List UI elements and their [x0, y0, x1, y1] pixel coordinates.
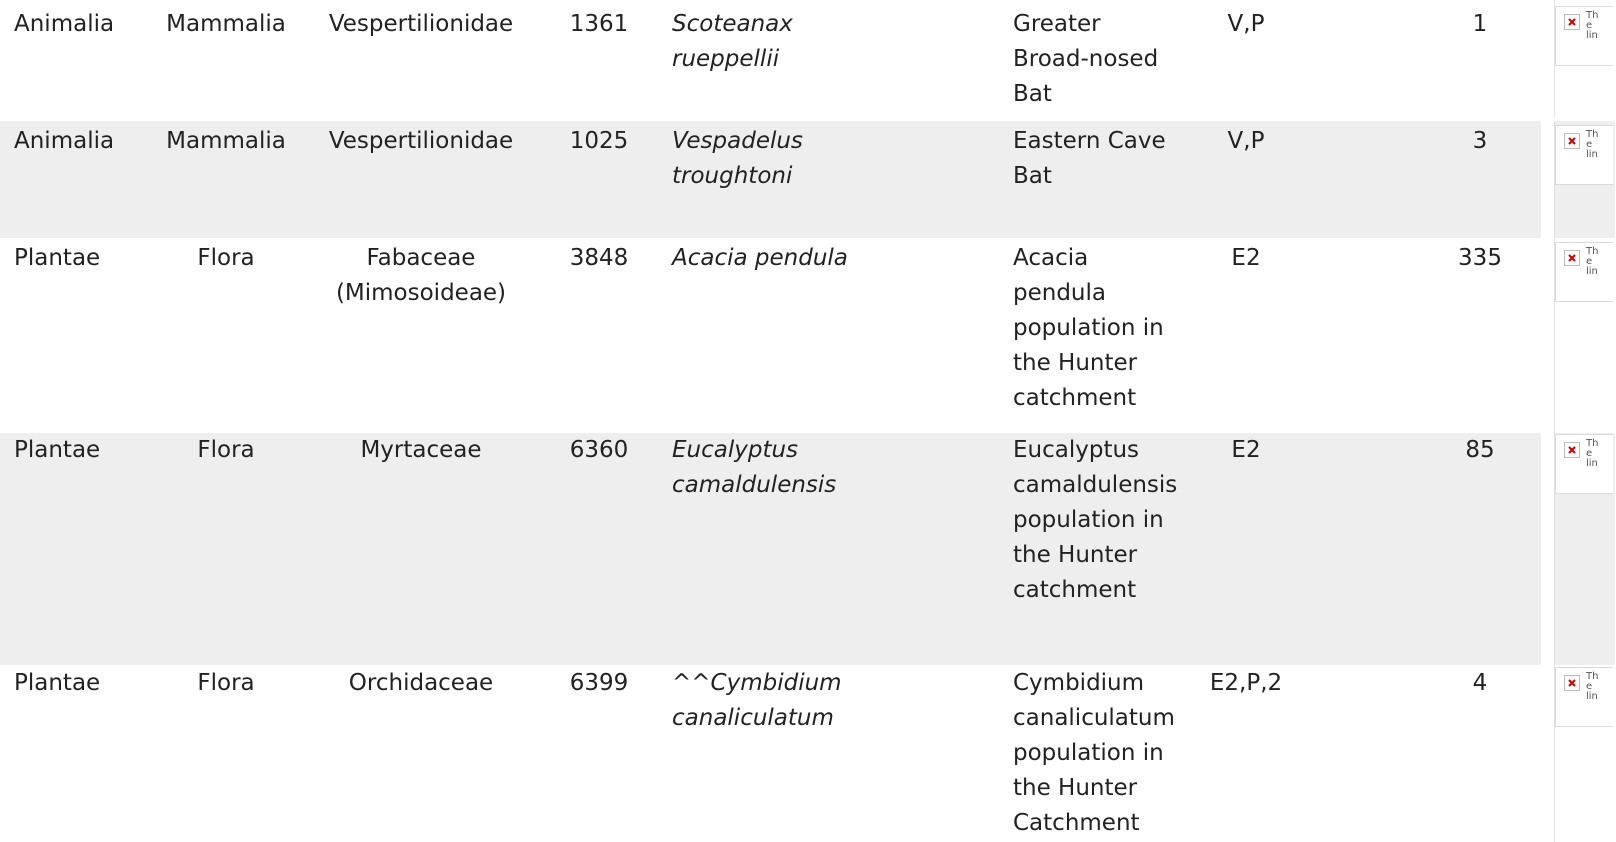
status-cell: E2,P,2: [1209, 670, 1283, 696]
scientific-name-cell: Acacia pendula: [672, 245, 848, 271]
kingdom-cell: Animalia: [14, 128, 115, 154]
image-alt-text: Th e lin: [1586, 129, 1599, 160]
scientific-name-cell: ^^Cymbidium canaliculatum: [672, 670, 842, 731]
map-cell: [1554, 121, 1615, 238]
map-image[interactable]: [1555, 434, 1613, 494]
kingdom-cell: Plantae: [14, 437, 101, 463]
status-cell: V,P: [1227, 128, 1265, 154]
class-cell: Mammalia: [166, 11, 286, 37]
count-cell: 335: [1458, 245, 1502, 271]
table-row: [0, 0, 1541, 117]
count-cell: 4: [1472, 670, 1488, 696]
class-cell: Flora: [197, 670, 255, 696]
species-code-cell: 6399: [569, 670, 629, 696]
family-cell: Fabaceae (Mimosoideae): [335, 245, 507, 306]
scientific-name-cell: Vespadelus troughtoni: [672, 128, 803, 189]
map-cell: [1554, 238, 1615, 433]
table-row: [0, 433, 1541, 665]
family-cell: Myrtaceae: [360, 437, 482, 463]
common-name-cell: Greater Broad-nosed Bat: [1013, 11, 1159, 107]
broken-image-icon: [1564, 250, 1580, 266]
image-alt-text: Th e lin: [1586, 671, 1599, 702]
status-cell: E2: [1231, 437, 1261, 463]
common-name-cell: Acacia pendula population in the Hunter catchment: [1013, 245, 1164, 411]
broken-image-icon: [1564, 133, 1580, 149]
kingdom-cell: Plantae: [14, 245, 101, 271]
map-image[interactable]: [1555, 667, 1613, 727]
map-cell: [1554, 665, 1615, 842]
kingdom-cell: Animalia: [14, 11, 115, 37]
class-cell: Flora: [197, 245, 255, 271]
family-cell: Vespertilionidae: [328, 128, 514, 154]
table-row: [0, 238, 1541, 433]
species-code-cell: 1025: [569, 128, 629, 154]
map-cell: [1554, 433, 1615, 665]
map-image[interactable]: [1555, 125, 1613, 185]
family-cell: Vespertilionidae: [328, 11, 514, 37]
broken-image-icon: [1564, 675, 1580, 691]
scientific-name-cell: Eucalyptus camaldulensis: [672, 437, 837, 498]
common-name-cell: Eastern Cave Bat: [1013, 128, 1166, 189]
map-image[interactable]: [1555, 6, 1613, 66]
broken-image-icon: [1564, 442, 1580, 458]
common-name-cell: Cymbidium canaliculatum population in the Hunter Catchment: [1013, 670, 1175, 836]
image-alt-text: Th e lin: [1586, 438, 1599, 469]
count-cell: 85: [1465, 437, 1495, 463]
species-code-cell: 1361: [569, 11, 629, 37]
status-cell: E2: [1231, 245, 1261, 271]
family-cell: Orchidaceae: [348, 670, 494, 696]
count-cell: 1: [1472, 11, 1488, 37]
species-code-cell: 3848: [569, 245, 629, 271]
class-cell: Mammalia: [166, 128, 286, 154]
map-cell: [1554, 0, 1615, 117]
broken-image-icon: [1564, 14, 1580, 30]
scientific-name-cell: Scoteanax rueppellii: [672, 11, 793, 72]
image-alt-text: Th e lin: [1586, 10, 1599, 41]
table-row: [0, 665, 1541, 842]
common-name-cell: Eucalyptus camaldulensis population in the Hunter catchment: [1013, 437, 1178, 603]
table-row: [0, 121, 1541, 238]
status-cell: V,P: [1227, 11, 1265, 37]
map-image[interactable]: [1555, 242, 1613, 302]
count-cell: 3: [1472, 128, 1488, 154]
species-code-cell: 6360: [569, 437, 629, 463]
kingdom-cell: Plantae: [14, 670, 101, 696]
class-cell: Flora: [197, 437, 255, 463]
image-alt-text: Th e lin: [1586, 246, 1599, 277]
